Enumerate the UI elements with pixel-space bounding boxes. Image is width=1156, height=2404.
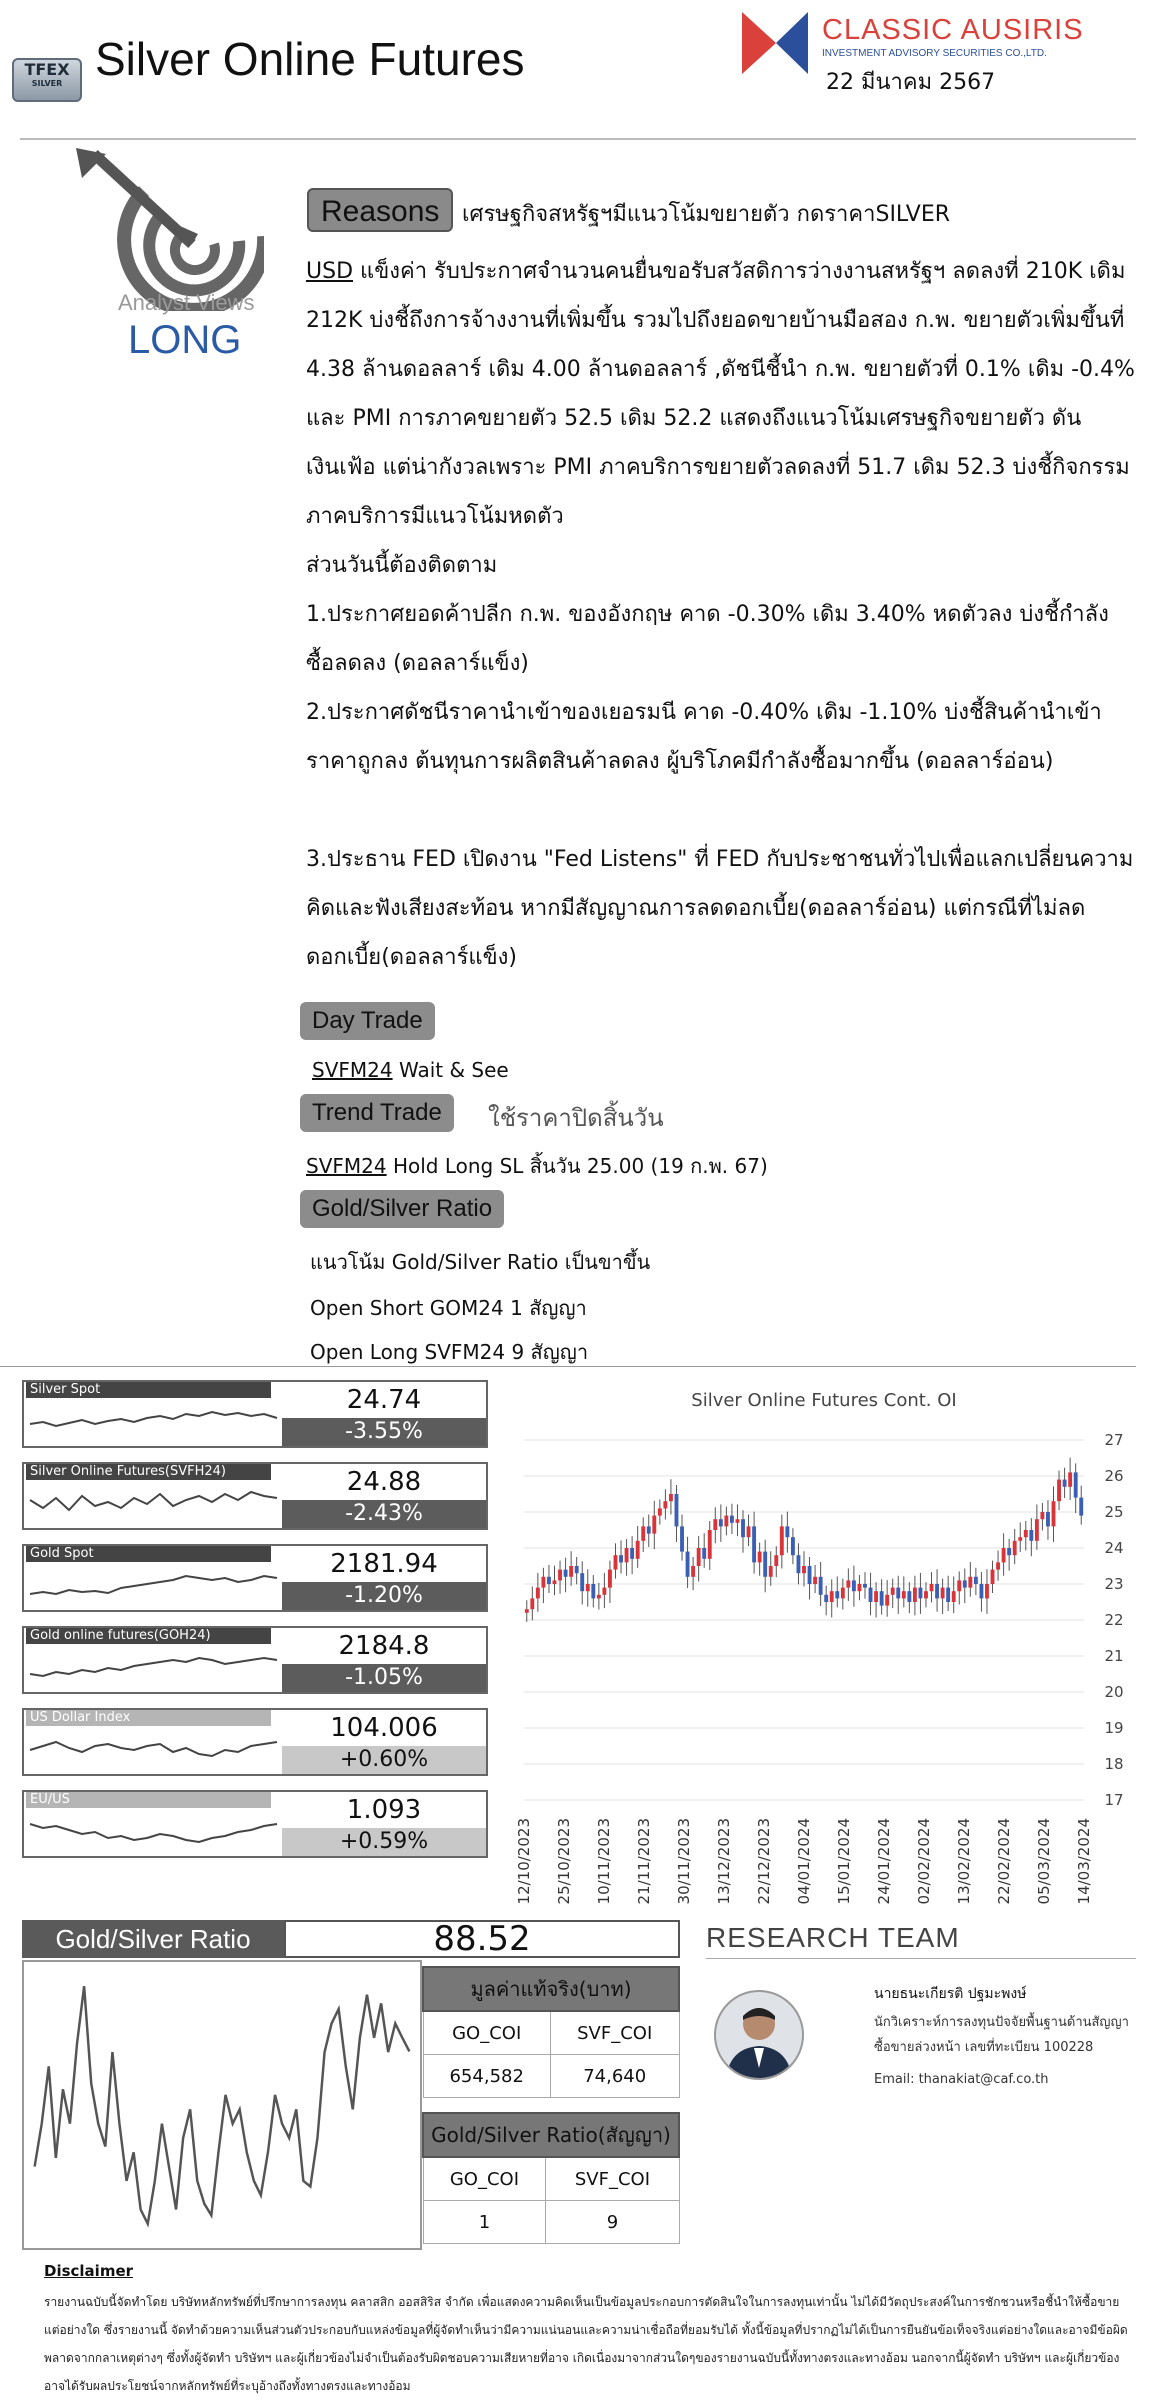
analyst-license: ซื้อขายล่วงหน้า เลขที่ทะเบียน 100228 [874,2040,1094,2055]
brand-name: CLASSIC AUSIRIS [822,14,1084,46]
candle-body [880,1591,884,1605]
candle-body [553,1580,557,1584]
candle-body [852,1580,856,1591]
ratio-contracts-title: Gold/Silver Ratio(สัญญา) [423,2113,679,2157]
candle-body [930,1584,934,1591]
candle-body [791,1537,795,1555]
market-change: +0.59% [282,1828,486,1856]
candle-body [658,1508,662,1515]
x-tick-label: 30/11/2023 [675,1818,693,1905]
candle-body [675,1494,679,1526]
analyst-role: นักวิเคราะห์การลงทุนปัจจัยพื้นฐานด้านสัญญา [874,2015,1129,2030]
candle-body [763,1552,767,1577]
candle-body [602,1588,606,1595]
market-sparkline [26,1810,281,1854]
fair-value-title: มูลค่าแท้จริง(บาท) [423,1967,679,2011]
gs-ratio-chart [22,1960,422,2250]
disclaimer-body: รายงานฉบับนี้จัดทำโดย บริษัทหลักทรัพย์ที่ปรึกษาการลงทุน คลาสสิก ออสสิริส จำกัด เพื่อแสดงความคิดเห็นเป็นข้อมูลประกอบการตัดสินใจในการลงทุนเท่านั้น ไม่ได้มีวัตถุประสงค์ในการชักชวนหรือชี้นำให้ซื้อขายแต่อย่างใด ซึ่งรายงานนี้ จัดทำด้วยความเห็นส่วนตัวประกอบกับแหล่งข้อมูลที่ผู้จัดทำเห็นว่ามีความแน่นอนและความน่าเชื่อถือที่ยอมรับได้ ทั้งนี้ข้อมูลที่ปรากฏไม่ได้เป็นการยืนยันข้อเท็จจริงแต่อย่างใดและอาจมีข้อผิดพลาดจากกลาเหตุต่างๆ ซึ่งทั้งผู้จัดทำ บริษัทฯ และผู้เกี่ยวข้องไม่จำเป็นต้องรับผิดชอบความเสียหายที่อาจ เกิดเนื่องมาจากส่วนใดๆของรายงานฉบับนี้ทั้งทางตรงและทางอ้อม นอกจากนี้ผู้จัดทำ บริษัทฯ และผู้เกี่ยวข้อง อาจได้รับผลประโยชน์จากหลักทรัพย์ที่ระบุอ้างถึงทั้งทางตรงและทางอ้อม [44,2295,1128,2393]
candle-body [630,1548,634,1559]
candle-body [669,1494,673,1501]
candle-body [647,1526,651,1533]
analyst-name: นายธนะเกียรติ ปฐมะพงษ์ [874,1986,1027,2002]
candle-body [558,1570,562,1581]
trend-trade-line [306,1150,768,1182]
analyst-avatar [714,1990,804,2080]
tfex-logo [12,58,82,102]
candle-body [747,1526,751,1537]
candle-body [591,1584,595,1598]
candle-body [985,1584,989,1598]
market-label: US Dollar Index [26,1710,271,1726]
target-arrow-icon [74,146,264,311]
candle-body [586,1584,590,1591]
candle-body [736,1519,740,1523]
candle-body [547,1577,551,1584]
candle-body [957,1580,961,1591]
reasons-body-text: แข็งค่า รับประกาศจำนวนคนยื่นขอรับสวัสดิการว่างงานสหรัฐฯ ลดลงที่ 210K เดิม 212K บ่งชี้ถึงการจ้างงานที่เพิ่มขึ้น รวมไปถึงยอดขายบ้านมือสอง ก.พ. ขยายตัวเพิ่มขึ้นที่ 4.38 ล้านดอลลาร์ เดิม 4.00 ล้านดอลลาร์ ,ดัชนีชี้นำ ก.พ. ขยายตัวที่ 0.1% เดิม -0.4% และ PMI การภาคขยายตัว 52.5 เดิม 52.2 แสดงถึงแนวโน้มเศรษฐกิจขยายตัว ดันเงินเฟ้อ แต่น่ากังวลเพราะ PMI ภาคบริการขยายตัวลดลงที่ 51.7 เดิม 52.3 บ่งชี้กิจกรรมภาคบริการมีแนวโน้มหดตัว [306,259,1135,529]
market-change: -1.05% [282,1664,486,1692]
candle-body [752,1526,756,1562]
candle-body [896,1588,900,1599]
market-label: Gold Spot [26,1546,271,1562]
y-tick-label: 23 [1104,1575,1124,1593]
candle-body [1046,1512,1050,1526]
x-tick-label: 25/10/2023 [555,1818,573,1905]
candle-body [730,1516,734,1523]
x-tick-label: 24/01/2024 [875,1818,893,1905]
market-label: EU/US [26,1792,271,1808]
candle-body [935,1584,939,1598]
tfex-logo-sub: SILVER [31,79,63,88]
candle-body [869,1588,873,1602]
candle-body [1035,1519,1039,1541]
candle-body [575,1566,579,1573]
candle-body [907,1591,911,1602]
market-price: 1.093 [346,1795,422,1825]
y-tick-label: 24 [1104,1539,1124,1557]
fair-value-col1: GO_COI [423,2011,550,2055]
candle-body [686,1552,690,1577]
candle-body [813,1577,817,1584]
candle-body [808,1566,812,1584]
market-label: Gold online futures(GOH24) [26,1628,271,1644]
market-price: 2181.94 [330,1549,438,1579]
candle-body [1007,1548,1011,1555]
candle-body [680,1526,684,1551]
market-change: -2.43% [282,1500,486,1528]
candle-body [1002,1548,1006,1562]
report-date: 22 มีนาคม 2567 [826,70,996,95]
market-change: -1.20% [282,1582,486,1610]
candle-body [1013,1541,1017,1555]
candle-body [918,1588,922,1599]
candle-body [608,1570,612,1588]
y-tick-label: 25 [1104,1503,1124,1521]
market-label: Silver Spot [26,1382,271,1398]
candle-body [663,1501,667,1508]
candle-body [719,1519,723,1526]
candle-body [614,1555,618,1569]
candle-body [1063,1480,1067,1487]
market-card [22,1708,488,1776]
candle-body [979,1584,983,1598]
chart-title: Silver Online Futures Cont. OI [691,1390,957,1411]
candle-body [652,1516,656,1534]
candle-body [1029,1530,1033,1541]
x-tick-label: 13/02/2024 [955,1818,973,1905]
candle-body [713,1519,717,1530]
candle-body [564,1570,568,1577]
market-sparkline [26,1728,281,1772]
market-change: +0.60% [282,1746,486,1774]
candle-body [758,1552,762,1563]
candle-body [968,1577,972,1588]
candle-body [536,1588,540,1599]
candle-body [846,1580,850,1587]
y-tick-label: 17 [1104,1791,1124,1809]
candle-body [769,1566,773,1577]
market-sparkline [26,1564,281,1608]
brand-subtitle: INVESTMENT ADVISORY SECURITIES CO.,LTD. [822,48,1047,59]
section-divider [0,1366,1136,1367]
reasons-tag: Reasons [307,188,453,232]
candle-body [885,1595,889,1606]
x-tick-label: 12/10/2023 [515,1818,533,1905]
candle-body [1074,1472,1078,1497]
candle-body [830,1591,834,1602]
follow-item-1: 1.ประกาศยอดค้าปลีก ก.พ. ของอังกฤษ คาด -0.30% เดิม 3.40% หดตัวลง บ่งชี้กำลังซื้อลดลง (ดอลลาร์แข็ง) [306,602,1109,676]
gs-ratio-series-line [35,1986,410,2224]
x-tick-label: 22/02/2024 [995,1818,1013,1905]
research-team-label: RESEARCH TEAM [706,1922,960,1953]
candle-body [774,1555,778,1566]
day-trade-line [312,1058,509,1082]
trend-trade-action: Hold Long SL สิ้นวัน 25.00 (19 ก.พ. 67) [392,1154,768,1178]
candle-body [525,1609,529,1613]
candle-body [819,1577,823,1595]
follow-intro: ส่วนวันนี้ต้องติดตาม [306,553,498,578]
trend-trade-tag: Trend Trade [300,1094,454,1132]
fair-value-val2: 74,640 [550,2055,679,2098]
ratio-contracts-table [422,2112,680,2244]
market-card [22,1626,488,1694]
candle-body [691,1566,695,1577]
market-sparkline [26,1646,281,1690]
candle-body [963,1580,967,1587]
silver-futures-chart [494,1370,1144,1910]
candle-body [619,1555,623,1562]
fair-value-table [422,1966,680,2098]
y-tick-label: 20 [1104,1683,1124,1701]
ratio-contracts-val2: 9 [546,2201,679,2244]
candle-body [874,1591,878,1602]
disclaimer-title: Disclaimer [44,2262,134,2280]
tfex-logo-text: TFEX [24,60,70,79]
day-trade-tag: Day Trade [300,1002,435,1040]
gs-ratio-value: 88.52 [284,1920,680,1958]
candle-body [780,1526,784,1555]
candle-body [702,1548,706,1559]
x-tick-label: 05/03/2024 [1035,1818,1053,1905]
candle-body [902,1591,906,1598]
trend-trade-symbol: SVFM24 [306,1154,387,1178]
candle-body [1040,1512,1044,1519]
market-sparkline [26,1482,281,1526]
y-tick-label: 21 [1104,1647,1124,1665]
analyst-view-value: LONG [128,318,242,362]
x-tick-label: 21/11/2023 [635,1818,653,1905]
candle-body [824,1595,828,1602]
market-card [22,1380,488,1448]
market-label: Silver Online Futures(SVFH24) [26,1464,271,1480]
market-price: 104.006 [330,1713,438,1743]
fair-value-col2: SVF_COI [550,2011,679,2055]
brand-logo-icon [740,8,810,78]
candle-body [863,1584,867,1588]
candle-body [891,1588,895,1595]
x-tick-label: 14/03/2024 [1075,1818,1093,1905]
market-card [22,1544,488,1612]
market-price: 2184.8 [338,1631,430,1661]
day-trade-symbol: SVFM24 [312,1058,393,1082]
candle-body [625,1548,629,1562]
candle-body [1018,1537,1022,1541]
candle-body [1057,1480,1061,1502]
reasons-body [306,247,1136,541]
candle-body [708,1530,712,1559]
fair-value-val1: 654,582 [423,2055,550,2098]
research-team-divider [706,1958,1136,1959]
gs-ratio-line-2: Open Short GOM24 1 สัญญา [310,1296,587,1320]
candle-body [741,1519,745,1537]
candle-body [797,1555,801,1573]
candle-body [1068,1472,1072,1486]
x-tick-label: 15/01/2024 [835,1818,853,1905]
header-divider [20,138,1136,140]
candle-body [541,1577,545,1588]
x-tick-label: 22/12/2023 [755,1818,773,1905]
x-tick-label: 10/11/2023 [595,1818,613,1905]
y-tick-label: 26 [1104,1467,1124,1485]
candle-body [996,1562,1000,1569]
gs-ratio-line-3: Open Long SVFM24 9 สัญญา [310,1340,589,1364]
candle-body [952,1591,956,1602]
analyst-views-label: Analyst Views [118,290,255,315]
market-card [22,1462,488,1530]
candle-body [569,1566,573,1577]
reasons-headline: เศรษฐกิจสหรัฐฯมีแนวโน้มขยายตัว กดราคาSILVER [462,202,951,227]
candle-body [841,1588,845,1599]
candle-body [835,1591,839,1598]
x-tick-label: 02/02/2024 [915,1818,933,1905]
candle-body [597,1595,601,1599]
candle-body [641,1526,645,1540]
candle-body [924,1591,928,1598]
y-tick-label: 18 [1104,1755,1124,1773]
candle-body [1052,1501,1056,1526]
x-tick-label: 13/12/2023 [715,1818,733,1905]
candle-body [530,1598,534,1609]
follow-item-2: 2.ประกาศดัชนีราคานำเข้าของเยอรมนี คาด -0.40% เดิม -1.10% บ่งชี้สินค้านำเข้าราคาถูกลง ต้นทุนการผลิตสินค้าลดลง ผู้บริโภคมีกำลังซื้อมากขึ้น (ดอลลาร์อ่อน) [306,700,1102,774]
analyst-email[interactable]: Email: thanakiat@caf.co.th [874,2072,1049,2087]
market-sparkline [26,1400,281,1444]
candle-body [974,1577,978,1584]
candle-body [697,1548,701,1566]
candle-body [636,1541,640,1559]
ratio-contracts-val1: 1 [423,2201,546,2244]
y-tick-label: 19 [1104,1719,1124,1737]
gs-ratio-trend: แนวโน้ม Gold/Silver Ratio เป็นขาขึ้น [310,1250,651,1274]
candle-body [785,1526,789,1537]
candle-body [1024,1530,1028,1537]
candle-body [858,1584,862,1591]
candle-body [724,1516,728,1527]
follow-item-3: 3.ประธาน FED เปิดงาน "Fed Listens" ที่ FED กับประชาชนทั่วไปเพื่อแลกเปลี่ยนความคิดและฟังเสียงสะท้อน หากมีสัญญาณการลดดอกเบี้ย(ดอลลาร์อ่อน) แต่กรณีที่ไม่ลดดอกเบี้ย(ดอลลาร์แข็ง) [306,847,1134,970]
x-tick-label: 04/01/2024 [795,1818,813,1905]
market-card [22,1790,488,1858]
candle-body [913,1588,917,1602]
candle-body [941,1588,945,1599]
y-tick-label: 27 [1104,1431,1124,1449]
page-title: Silver Online Futures [95,33,525,85]
y-tick-label: 22 [1104,1611,1124,1629]
ratio-contracts-col2: SVF_COI [546,2157,679,2201]
candle-body [802,1566,806,1573]
candle-body [1079,1498,1083,1516]
ratio-contracts-col1: GO_COI [423,2157,546,2201]
gs-ratio-label: Gold/Silver Ratio [22,1920,284,1958]
candle-body [946,1588,950,1602]
candle-body [991,1570,995,1584]
candle-body [580,1573,584,1591]
trend-trade-note: ใช้ราคาปิดสิ้นวัน [488,1104,664,1132]
market-price: 24.74 [346,1385,422,1415]
market-price: 24.88 [346,1467,422,1497]
day-trade-action: Wait & See [398,1058,509,1082]
usd-link: USD [306,259,354,284]
gs-ratio-tag: Gold/Silver Ratio [300,1190,504,1228]
market-change: -3.55% [282,1418,486,1446]
